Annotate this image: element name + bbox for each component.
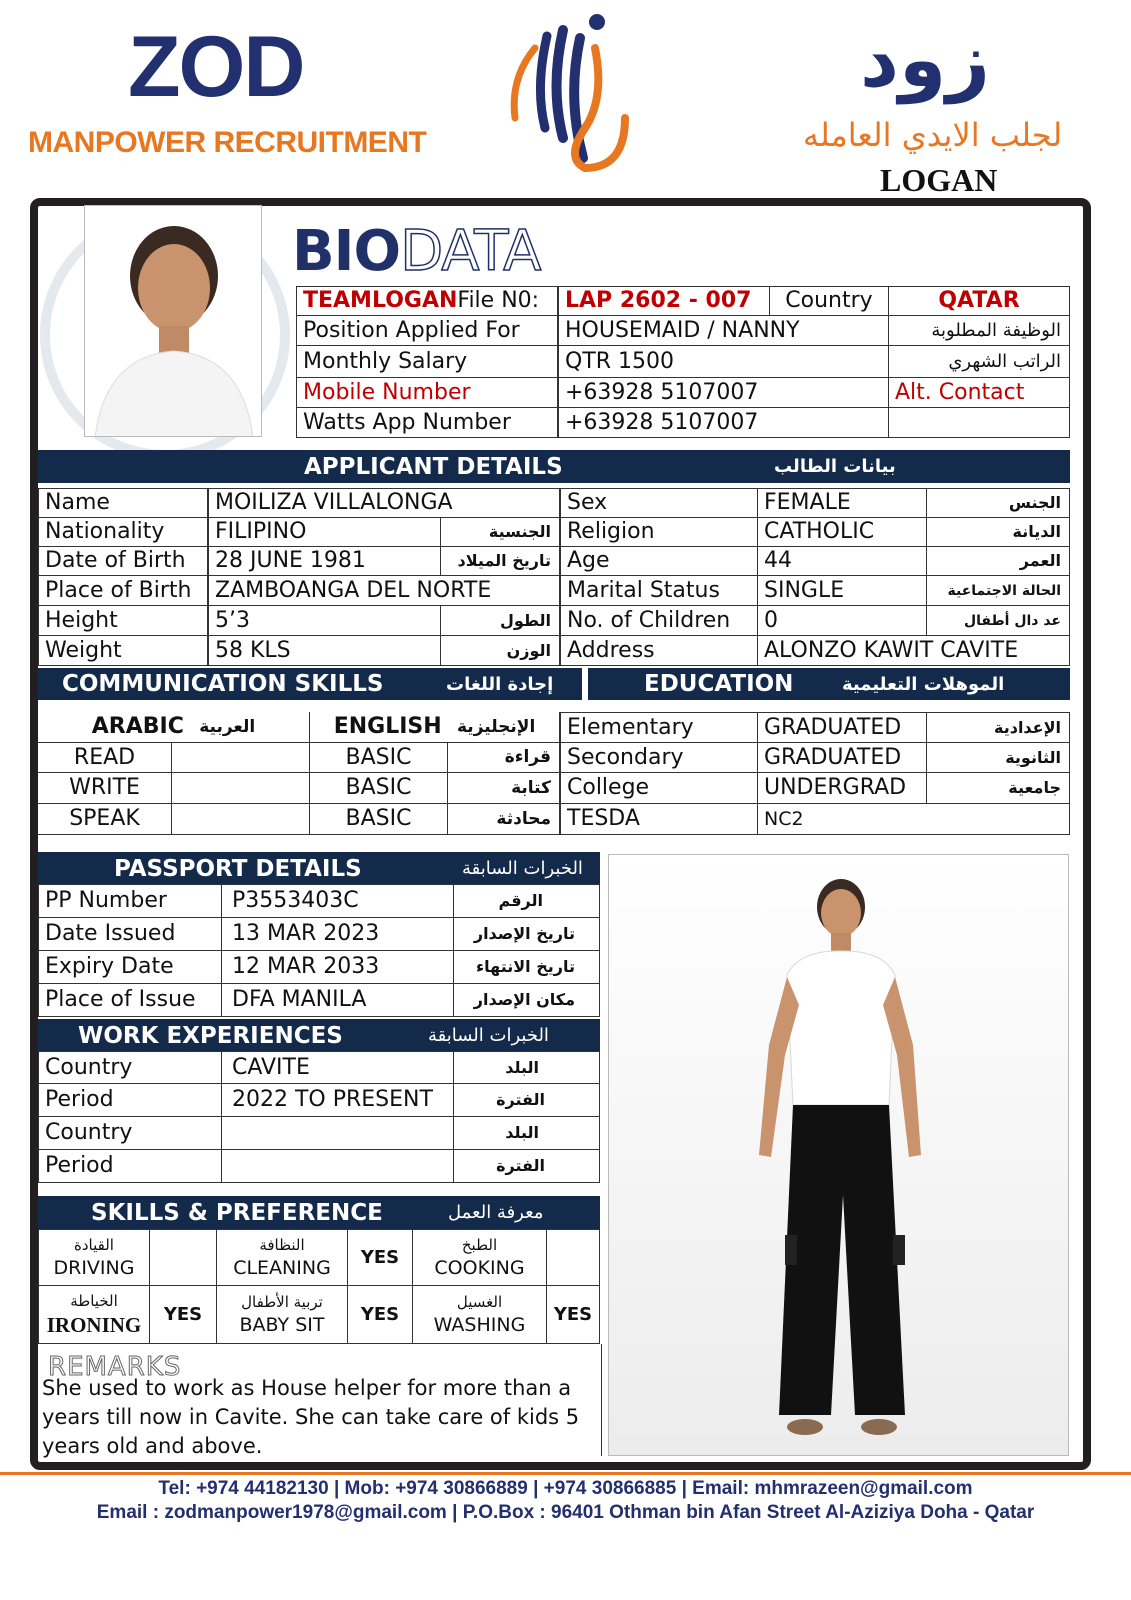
speak-arabic-level bbox=[171, 803, 310, 835]
applicant-details-title: APPLICANT DETAILS bbox=[304, 453, 563, 480]
sex-arabic: الجنس bbox=[926, 488, 1070, 518]
skill-ironing-label: IRONING bbox=[46, 1312, 142, 1337]
nationality-value: FILIPINO bbox=[208, 517, 441, 547]
skill-cleaning-label: CLEANING bbox=[233, 1256, 331, 1279]
name-value: MOILIZA VILLALONGA bbox=[208, 488, 560, 518]
elementary-value: GRADUATED bbox=[757, 712, 927, 743]
skill-washing-value: YES bbox=[546, 1285, 600, 1344]
religion-arabic: الديانة bbox=[926, 517, 1070, 547]
weight-arabic: الوزن bbox=[440, 635, 560, 666]
work-country-value: CAVITE bbox=[221, 1051, 454, 1084]
skill-cleaning-value: YES bbox=[347, 1229, 413, 1286]
college-value: UNDERGRAD bbox=[757, 772, 927, 804]
mobile-value: +63928 5107007 bbox=[558, 377, 889, 408]
skill-driving-arabic: القيادة bbox=[74, 1235, 114, 1254]
salary-arabic: الراتب الشهري bbox=[888, 345, 1070, 378]
skill-babysit bbox=[216, 1285, 348, 1344]
skill-babysit-value: YES bbox=[347, 1285, 413, 1344]
skill-washing bbox=[412, 1285, 547, 1344]
communication-skills-title-arabic: إجادة اللغات bbox=[446, 673, 554, 695]
footer-divider bbox=[0, 1472, 1131, 1475]
work-country-value-2 bbox=[221, 1116, 454, 1150]
skill-cleaning bbox=[216, 1229, 348, 1286]
skill-washing-arabic: الغسيل bbox=[456, 1292, 503, 1311]
footer-contact-line-1: Tel: +974 44182130 | Mob: +974 30866889 | +974 30866885 | Email: mhmrazeen@gmail.com bbox=[158, 1478, 973, 1499]
education-title-arabic: الموهلات التعليمية bbox=[842, 673, 1005, 695]
read-label: READ bbox=[38, 742, 172, 773]
secondary-arabic: الثانوية bbox=[926, 742, 1070, 773]
education-header bbox=[588, 668, 1070, 700]
children-arabic: عد دال أطفال bbox=[926, 605, 1070, 636]
pob-value: ZAMBOANGA DEL NORTE bbox=[208, 575, 560, 606]
whatsapp-value: +63928 5107007 bbox=[558, 407, 889, 438]
branch-name: LOGAN bbox=[880, 162, 998, 198]
work-experiences-title-arabic: الخبرات السابقة bbox=[428, 1025, 549, 1046]
remarks-text: She used to work as House helper for more than a years till now in Cavite. She can take care of kids 5 years old and above. bbox=[42, 1376, 580, 1458]
weight-value: 58 KLS bbox=[208, 635, 441, 666]
date-issued-value: 13 MAR 2023 bbox=[221, 917, 454, 951]
address-value: ALONZO KAWIT CAVITE bbox=[757, 635, 1070, 666]
biodata-title bbox=[292, 219, 541, 284]
passport-details-title: PASSPORT DETAILS bbox=[114, 855, 362, 882]
marital-arabic: الحالة الاجتماعية bbox=[926, 575, 1070, 606]
portrait-image-icon bbox=[85, 206, 262, 437]
remarks-title: REMARKS bbox=[48, 1352, 182, 1382]
expiry-date-label: Expiry Date bbox=[38, 950, 222, 984]
children-value: 0 bbox=[757, 605, 927, 636]
read-arabic-level bbox=[171, 742, 310, 773]
place-of-issue-label: Place of Issue bbox=[38, 983, 222, 1017]
brand-title: ZOD bbox=[128, 19, 304, 115]
expiry-date-arabic: تاريخ الانتهاء bbox=[453, 950, 600, 984]
education-title: EDUCATION bbox=[644, 671, 794, 697]
position-value: HOUSEMAID / NANNY bbox=[558, 315, 889, 346]
skill-ironing-arabic: الخياطة bbox=[70, 1291, 118, 1310]
work-period-arabic-2: الفترة bbox=[453, 1149, 600, 1183]
write-label: WRITE bbox=[38, 772, 172, 804]
college-label: College bbox=[560, 772, 758, 804]
full-body-image-icon bbox=[609, 855, 1069, 1456]
write-english-level: BASIC bbox=[309, 772, 448, 804]
tesda-label: TESDA bbox=[560, 803, 758, 835]
salary-label: Monthly Salary bbox=[296, 345, 558, 378]
work-period-label-2: Period bbox=[38, 1149, 222, 1183]
read-arabic: قراءة bbox=[447, 742, 560, 773]
height-arabic: الطول bbox=[440, 605, 560, 636]
sex-value: FEMALE bbox=[757, 488, 927, 518]
dob-value: 28 JUNE 1981 bbox=[208, 546, 441, 576]
file-prefix: TEAMLOGAN bbox=[303, 288, 458, 313]
skill-babysit-arabic: تربية الأطفال bbox=[241, 1292, 323, 1311]
skill-ironing bbox=[38, 1285, 150, 1344]
elementary-label: Elementary bbox=[560, 712, 758, 743]
place-of-issue-value: DFA MANILA bbox=[221, 983, 454, 1017]
brand-logo-icon bbox=[505, 8, 645, 178]
elementary-arabic: الإعدادية bbox=[926, 712, 1070, 743]
applicant-full-body-photo bbox=[608, 854, 1069, 1456]
height-value: 5’3 bbox=[208, 605, 441, 636]
skills-preference-header bbox=[38, 1196, 600, 1229]
work-experiences-title: WORK EXPERIENCES bbox=[78, 1022, 343, 1049]
file-number-label bbox=[296, 286, 558, 316]
country-value: QATAR bbox=[888, 286, 1070, 316]
skill-cooking bbox=[412, 1229, 547, 1286]
read-english-level: BASIC bbox=[309, 742, 448, 773]
secondary-value: GRADUATED bbox=[757, 742, 927, 773]
dob-arabic: تاريخ الميلاد bbox=[440, 546, 560, 576]
expiry-date-value: 12 MAR 2033 bbox=[221, 950, 454, 984]
pob-label: Place of Birth bbox=[38, 575, 208, 606]
speak-label: SPEAK bbox=[38, 803, 172, 835]
skills-preference-title-arabic: معرفة العمل bbox=[448, 1202, 544, 1223]
speak-arabic: محادثة bbox=[447, 803, 560, 835]
remarks-divider bbox=[601, 1344, 602, 1456]
language-arabic bbox=[38, 712, 310, 743]
mobile-label: Mobile Number bbox=[296, 377, 558, 408]
biodata-title-data: DATA bbox=[400, 219, 541, 284]
address-label: Address bbox=[560, 635, 758, 666]
weight-label: Weight bbox=[38, 635, 208, 666]
salary-value: QTR 1500 bbox=[558, 345, 889, 378]
age-label: Age bbox=[560, 546, 758, 576]
brand-subtitle: MANPOWER RECRUITMENT bbox=[28, 126, 427, 159]
skill-babysit-label: BABY SIT bbox=[239, 1313, 325, 1336]
work-country-arabic-2: البلد bbox=[453, 1116, 600, 1150]
tesda-value: NC2 bbox=[757, 803, 1070, 835]
sex-label: Sex bbox=[560, 488, 758, 518]
work-country-arabic: البلد bbox=[453, 1051, 600, 1084]
pp-number-label: PP Number bbox=[38, 884, 222, 918]
language-arabic-label: ARABIC bbox=[91, 714, 184, 739]
work-period-value: 2022 TO PRESENT bbox=[221, 1083, 454, 1117]
applicant-details-header bbox=[38, 450, 1070, 483]
height-label: Height bbox=[38, 605, 208, 636]
footer-contact-line-2: Email : zodmanpower1978@gmail.com | P.O.Box : 96401 Othman bin Afan Street Al-Aziziya Doha - Qatar bbox=[96, 1502, 1035, 1523]
country-label: Country bbox=[769, 286, 889, 316]
brand-subtitle-arabic: لجلب الايدي العامله bbox=[802, 116, 1063, 154]
skill-driving bbox=[38, 1229, 150, 1286]
children-label: No. of Children bbox=[560, 605, 758, 636]
language-english-label: ENGLISH bbox=[333, 714, 442, 739]
marital-label: Marital Status bbox=[560, 575, 758, 606]
communication-skills-title: COMMUNICATION SKILLS bbox=[62, 671, 384, 697]
brand-title-arabic: زود bbox=[860, 15, 990, 104]
whatsapp-label: Watts App Number bbox=[296, 407, 558, 438]
date-issued-arabic: تاريخ الإصدار bbox=[453, 917, 600, 951]
write-arabic-level bbox=[171, 772, 310, 804]
position-label: Position Applied For bbox=[296, 315, 558, 346]
biodata-title-bio: BIO bbox=[292, 219, 401, 284]
file-label: File N0: bbox=[457, 288, 540, 313]
name-label: Name bbox=[38, 488, 208, 518]
speak-english-level: BASIC bbox=[309, 803, 448, 835]
nationality-arabic: الجنسية bbox=[440, 517, 560, 547]
write-arabic: كتابة bbox=[447, 772, 560, 804]
pp-number-arabic: الرقم bbox=[453, 884, 600, 918]
work-country-label: Country bbox=[38, 1051, 222, 1084]
date-issued-label: Date Issued bbox=[38, 917, 222, 951]
work-experiences-header bbox=[38, 1019, 600, 1052]
nationality-label: Nationality bbox=[38, 517, 208, 547]
passport-details-header bbox=[38, 852, 600, 885]
marital-value: SINGLE bbox=[757, 575, 927, 606]
language-english bbox=[309, 712, 560, 743]
age-value: 44 bbox=[757, 546, 927, 576]
work-period-value-2 bbox=[221, 1149, 454, 1183]
pp-number-value: P3553403C bbox=[221, 884, 454, 918]
skill-cleaning-arabic: النظافة bbox=[259, 1235, 305, 1254]
whatsapp-extra bbox=[888, 407, 1070, 438]
language-english-label-ar: الإنجليزية bbox=[457, 716, 536, 737]
position-arabic: الوظيفة المطلوبة bbox=[888, 315, 1070, 346]
communication-skills-header bbox=[38, 668, 582, 700]
dob-label: Date of Birth bbox=[38, 546, 208, 576]
skill-driving-value bbox=[149, 1229, 217, 1286]
work-country-label-2: Country bbox=[38, 1116, 222, 1150]
secondary-label: Secondary bbox=[560, 742, 758, 773]
applicant-details-title-arabic: بيانات الطالب bbox=[774, 456, 896, 477]
work-period-label: Period bbox=[38, 1083, 222, 1117]
skill-ironing-value: YES bbox=[149, 1285, 217, 1344]
skill-cooking-arabic: الطبخ bbox=[461, 1235, 498, 1254]
religion-label: Religion bbox=[560, 517, 758, 547]
alt-contact-label: Alt. Contact bbox=[888, 377, 1070, 408]
language-arabic-label-ar: العربية bbox=[199, 716, 256, 737]
skill-cooking-label: COOKING bbox=[434, 1256, 525, 1279]
applicant-portrait bbox=[84, 205, 262, 437]
skill-driving-label: DRIVING bbox=[53, 1256, 135, 1279]
file-number-value: LAP 2602 - 007 bbox=[558, 286, 770, 316]
passport-details-title-arabic: الخبرات السابقة bbox=[462, 858, 583, 879]
place-of-issue-arabic: مكان الإصدار bbox=[453, 983, 600, 1017]
religion-value: CATHOLIC bbox=[757, 517, 927, 547]
age-arabic: العمر bbox=[926, 546, 1070, 576]
work-period-arabic: الفترة bbox=[453, 1083, 600, 1117]
college-arabic: جامعية bbox=[926, 772, 1070, 804]
skill-washing-label: WASHING bbox=[433, 1313, 526, 1336]
skill-cooking-value bbox=[546, 1229, 600, 1286]
skills-preference-title: SKILLS & PREFERENCE bbox=[91, 1199, 383, 1226]
